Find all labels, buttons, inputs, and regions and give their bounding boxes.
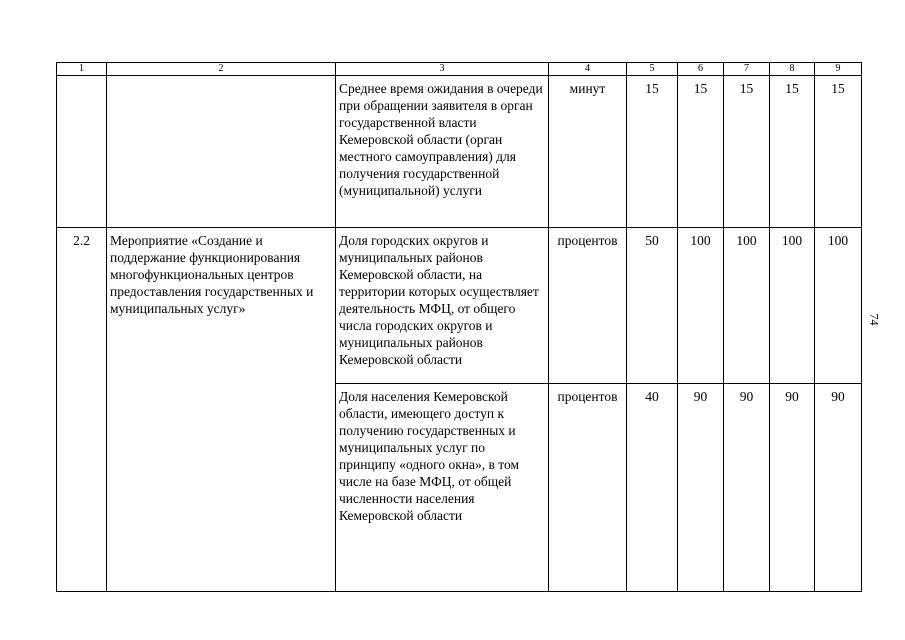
value-cell [724, 228, 770, 384]
value-cell [815, 76, 862, 228]
table-row [57, 76, 862, 228]
value-2018: 100 [827, 233, 849, 248]
col-header-7: 7 [724, 63, 770, 76]
indicator-text: Доля населения Кемеровской области, имеющего доступ к получению государственных и муниципальных услуг по принципу «одного окна», в том числе на базе МФЦ, от общей численности населения Кемеровской области [339, 389, 520, 523]
value-2018: 90 [831, 389, 845, 404]
value-2015: 100 [690, 233, 711, 248]
header-row [57, 63, 862, 76]
value-cell [770, 384, 815, 592]
value-cell [770, 228, 815, 384]
indicator-text: Доля городских округов и муниципальных районов Кемеровской области, на территории которых осуществляет деятельность МФЦ, от общего числа городских округов и муниципальных районов Кемеровской области [339, 233, 539, 367]
activity-cell [107, 228, 336, 592]
col-header-2: 2 [107, 63, 336, 76]
value-cell [627, 384, 678, 592]
value-cell [678, 384, 724, 592]
col-header-8: 8 [770, 63, 815, 76]
value-2016: 100 [736, 233, 757, 248]
value-2018: 15 [831, 81, 845, 96]
indicator-cell [336, 76, 549, 228]
col-header-4: 4 [549, 63, 627, 76]
col-header-3: 3 [336, 63, 549, 76]
unit-text: процентов [557, 233, 618, 248]
value-2014: 15 [645, 81, 659, 96]
col-header-9: 9 [815, 63, 862, 76]
unit-cell [549, 228, 627, 384]
row-number-cell [57, 76, 107, 228]
col-header-1: 1 [57, 63, 107, 76]
indicator-cell [336, 384, 549, 592]
value-2017: 100 [781, 233, 803, 248]
value-2017: 15 [785, 81, 799, 96]
value-cell [724, 76, 770, 228]
activity-text: Мероприятие «Создание и поддержание функционирования многофункциональных центров предоставления государственных и муниципальных услуг» [110, 233, 314, 316]
value-cell [627, 228, 678, 384]
value-2015: 90 [693, 389, 708, 404]
activity-text [107, 76, 335, 80]
page-number: 74 [867, 313, 882, 326]
value-2014: 40 [645, 389, 659, 404]
unit-cell [549, 76, 627, 228]
value-2016: 90 [739, 389, 754, 404]
value-cell [770, 76, 815, 228]
value-2014: 50 [645, 233, 659, 248]
table-row [57, 228, 862, 384]
value-cell [815, 384, 862, 592]
value-cell [678, 76, 724, 228]
col-header-5: 5 [627, 63, 678, 76]
value-cell [627, 76, 678, 228]
row-number-cell [57, 228, 107, 592]
unit-text: минут [569, 81, 606, 96]
value-2016: 15 [739, 81, 754, 96]
value-2017: 90 [785, 389, 799, 404]
activity-cell [107, 76, 336, 228]
unit-cell [549, 384, 627, 592]
col-header-6: 6 [678, 63, 724, 76]
value-cell [815, 228, 862, 384]
unit-text: процентов [557, 389, 618, 404]
row-number: 2.2 [73, 233, 90, 248]
value-cell [724, 384, 770, 592]
value-2015: 15 [693, 81, 708, 96]
row-number [57, 76, 106, 80]
document-table [56, 62, 862, 592]
indicator-text: Среднее время ожидания в очереди при обращении заявителя в орган государственной власти Кемеровской области (орган местного самоуправления) для получения государственной (муниципальной) услуги [339, 81, 543, 198]
value-cell [678, 228, 724, 384]
indicator-cell [336, 228, 549, 384]
